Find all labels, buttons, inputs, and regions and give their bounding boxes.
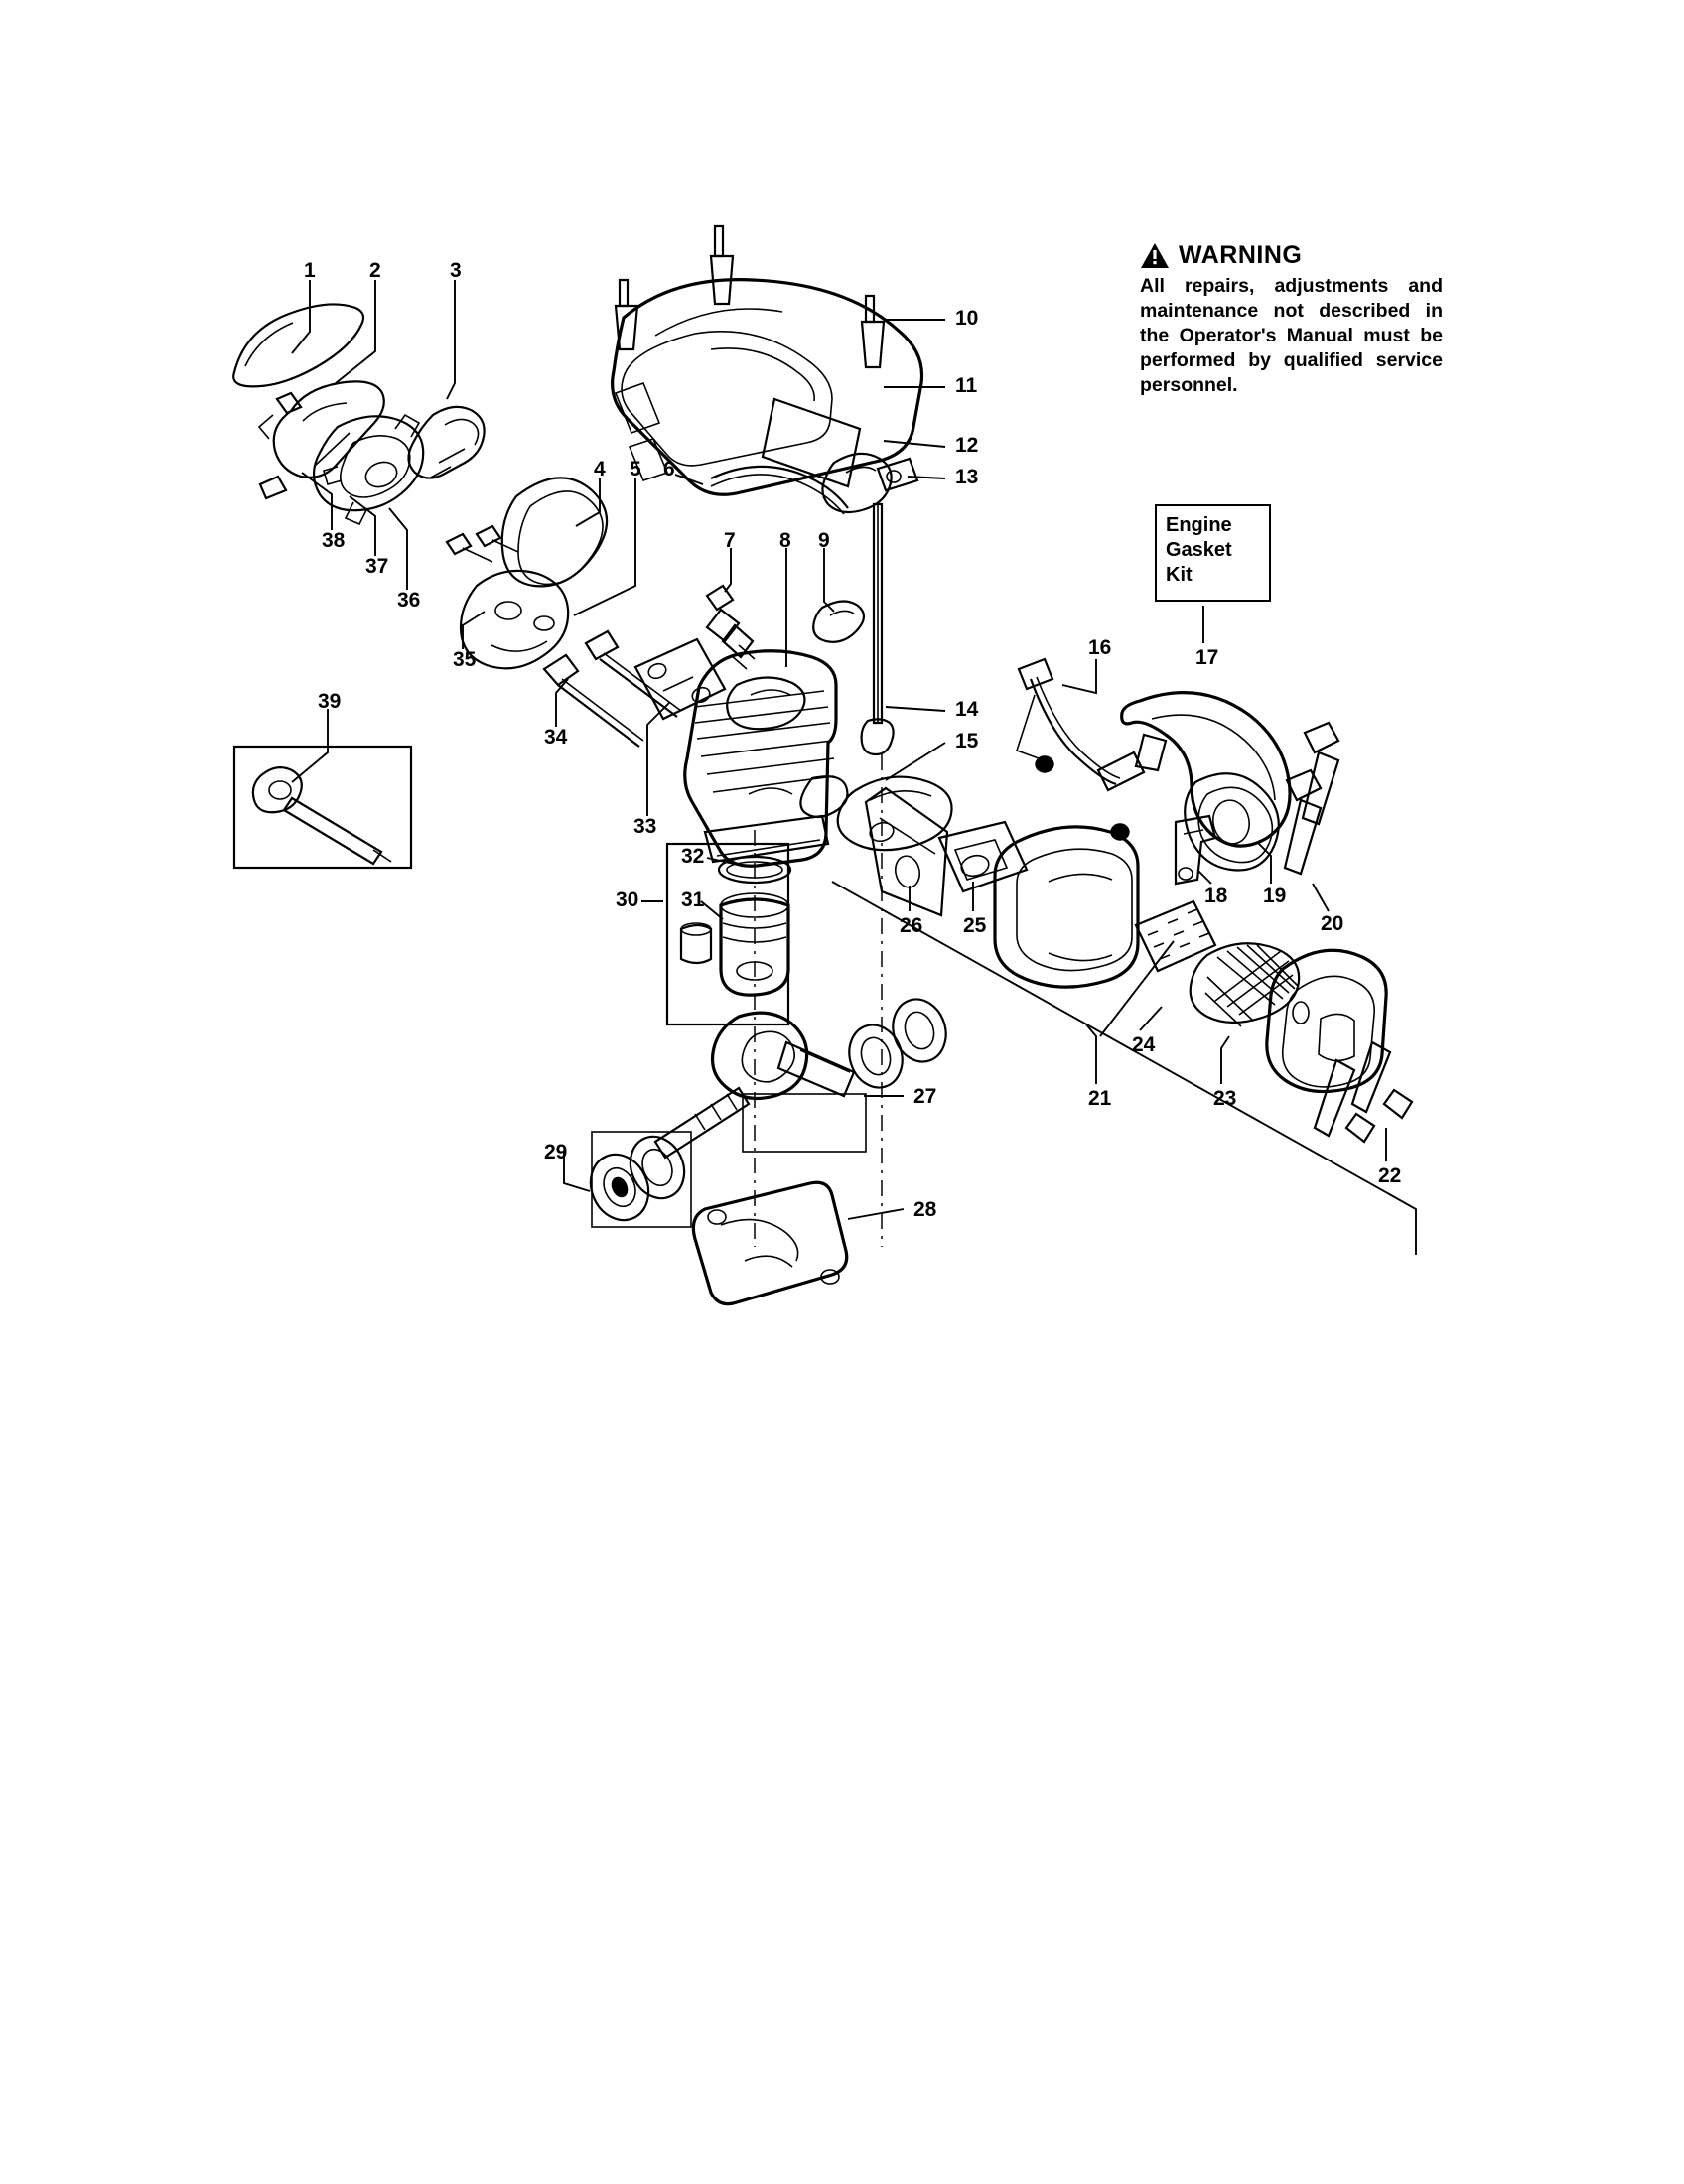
- warning-block: [1140, 241, 1443, 398]
- callout-24: 24: [1132, 1033, 1156, 1056]
- callout-21: 21: [1088, 1087, 1112, 1110]
- callout-35: 35: [453, 648, 477, 671]
- callout-8: 8: [779, 529, 791, 552]
- callout-27: 27: [913, 1085, 937, 1108]
- callout-25: 25: [963, 914, 987, 937]
- callout-16: 16: [1088, 636, 1112, 659]
- gasket-kit-line-3: Kit: [1166, 564, 1193, 586]
- callout-19: 19: [1263, 885, 1287, 907]
- callout-23: 23: [1213, 1087, 1237, 1110]
- warning-header: [1140, 241, 1443, 270]
- callout-13: 13: [955, 466, 979, 488]
- callout-31: 31: [681, 888, 705, 911]
- callout-9: 9: [818, 529, 830, 552]
- callout-15: 15: [955, 730, 979, 752]
- callout-12: 12: [955, 434, 979, 457]
- warning-triangle-icon: [1140, 242, 1170, 269]
- callout-6: 6: [663, 458, 675, 480]
- callout-26: 26: [900, 914, 923, 937]
- callout-5: 5: [630, 458, 641, 480]
- callout-2: 2: [369, 259, 381, 282]
- callout-4: 4: [594, 458, 606, 480]
- engine-gasket-kit-box: [1155, 504, 1271, 602]
- callout-17: 17: [1195, 646, 1219, 669]
- callout-14: 14: [955, 698, 979, 721]
- callout-3: 3: [450, 259, 462, 282]
- callout-37: 37: [365, 555, 389, 578]
- warning-title: WARNING: [1179, 241, 1303, 269]
- callout-7: 7: [724, 529, 736, 552]
- callout-20: 20: [1321, 912, 1344, 935]
- callout-38: 38: [322, 529, 346, 552]
- warning-text: All repairs, adjustments and maintenance not described in the Operator's Manual must be performed by qualified service personnel.: [1140, 275, 1443, 396]
- callout-11: 11: [955, 374, 978, 397]
- gasket-kit-line-1: Engine: [1166, 514, 1232, 536]
- callout-1: 1: [304, 259, 316, 282]
- callout-10: 10: [955, 307, 979, 330]
- callout-36: 36: [397, 589, 421, 612]
- callout-29: 29: [544, 1141, 568, 1163]
- callout-33: 33: [633, 815, 657, 838]
- callout-30: 30: [616, 888, 639, 911]
- gasket-kit-line-2: Gasket: [1166, 539, 1232, 561]
- callout-32: 32: [681, 845, 705, 868]
- callout-22: 22: [1378, 1164, 1402, 1187]
- callout-34: 34: [544, 726, 568, 749]
- callout-28: 28: [913, 1198, 937, 1221]
- callout-39: 39: [318, 690, 342, 713]
- callout-18: 18: [1204, 885, 1228, 907]
